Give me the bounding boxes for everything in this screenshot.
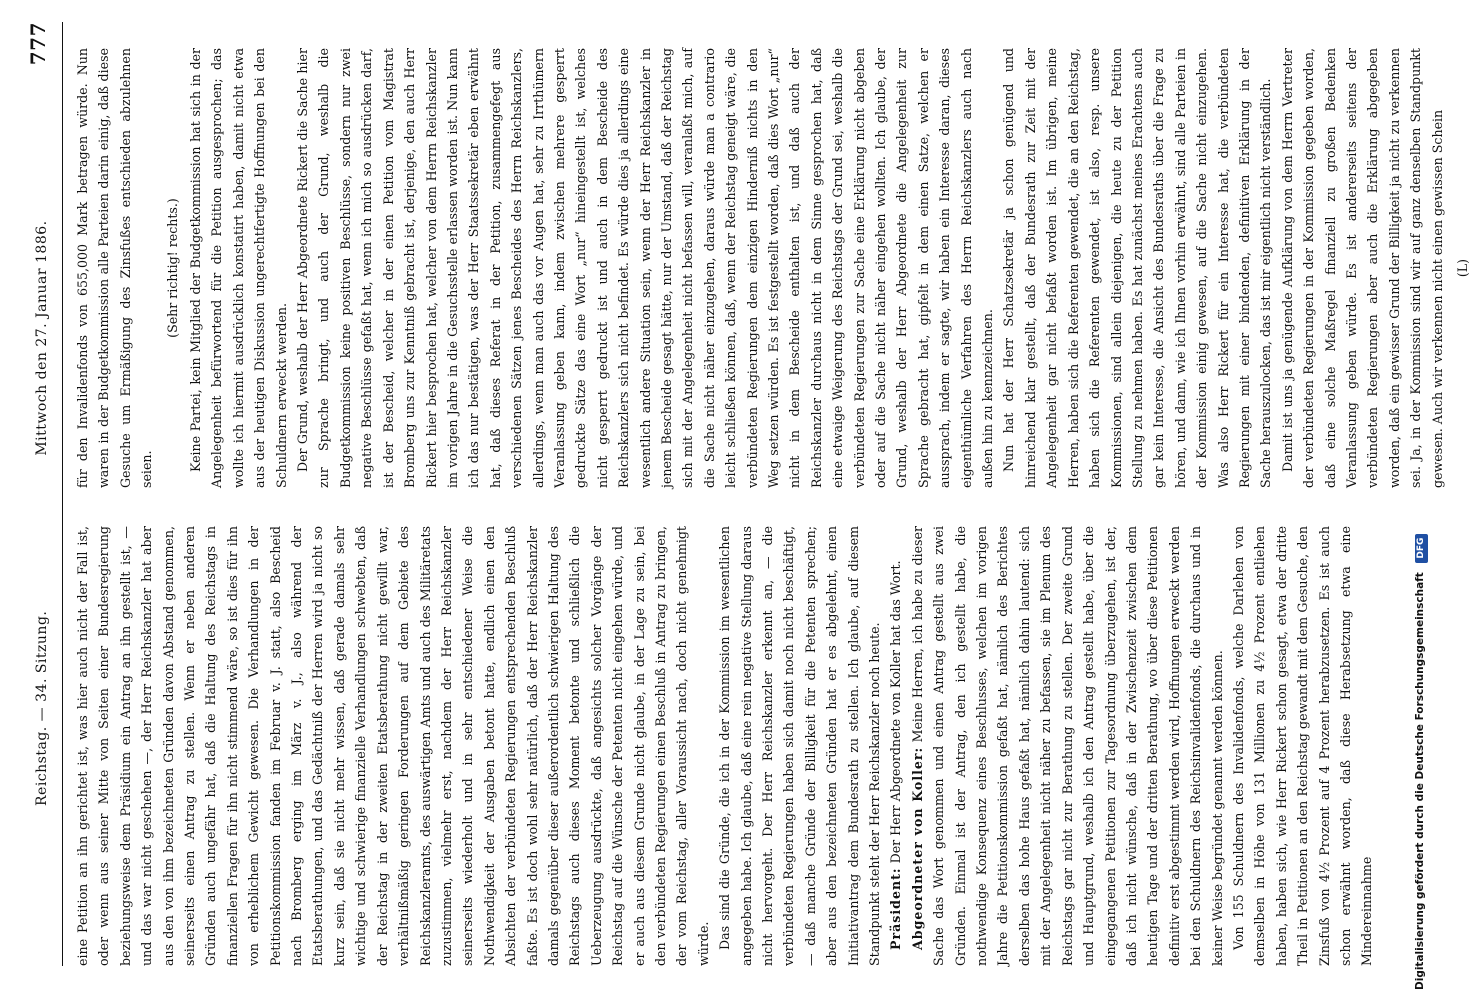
- president-label: Präsident:: [888, 867, 904, 950]
- paragraph: Das sind die Gründe, die ich in der Kommission im wesentlichen angegeben habe. Ich glaube, daß eine rein negative Stellung daraus nicht hervorgeht. Der Herr Reichskanzler erkennt an, — die verbündeten Regierungen haben sich damit noch nicht beschäftigt, — daß manche Gründe der Billigkeit für die Petenten sprechen; aber aus den bezeichneten Gründen hat er es abgelehnt, einen Initiativantrag dem Bundesrath zu stellen. Ich glaube, auf diesem Standpunkt steht der Herr Reichskanzler noch heute.: [717, 526, 883, 966]
- president-paragraph: [885, 526, 906, 966]
- paragraph: Damit ist uns ja genügende Aufklärung von dem Herrn Vertreter der verbündeten Regierungen in der Kommission gegeben worden, daß eine solche Maßregel finanziell zu großen Bedenken Veranlassung geben würde. Es ist andererseits seitens der verbündeten Regierungen aber auch die Erklärung abgegeben worden, daß ein gewisser Grund der Billigkeit ja nicht zu verkennen sei. Ja, in der Kommission sind wir auf ganz denselben Standpunkt gewesen. Auch wir verkennen nicht einen gewissen Schein: [1279, 48, 1445, 488]
- header-date: Mittwoch den 27. Januar 1886.: [34, 220, 50, 456]
- speaker-text: Meine Herren, ich habe zu dieser Sache das Wort genommen und einen Antrag gestellt aus zwei Gründen. Einmal ist der Antrag, den ich gestellt habe, die nothwendige Konsequenz eines Beschlusses, welchen im vorigen Jahre die Petitionskommission gefaßt hat, nämlich des Berichtes derselben das hohe Haus gefaßt hat, nämlich dahin lautend: sich mit der Angelegenheit nicht näher zu befassen, sie im Plenum des Reichstags gar nicht zur Berathung zu stellen. Der zweite Grund und Hauptgrund, weshalb ich den Antrag gestellt habe, über die eingegangenen Petitionen zur Tagesordnung überzugehen, ist der, daß ich nicht wünsche, daß in der Zwischenzeit zwischen dem heutigen Tage und der dritten Berathung, wo über diese Petitionen definitiv erst abgestimmt werden wird, Hoffnungen erweckt werden bei den Schuldnern des Reichsinvalidenfonds, die durchaus und in keiner Weise begründet genannt werden können.: [909, 526, 1225, 966]
- header-rule: [62, 22, 63, 966]
- paragraph: Der Grund, weshalb der Herr Abgeordnete Rickert die Sache hier zur Sprache bringt, und auch der Grund, weshalb die Budgetkommission keine positiven Beschlüsse, sondern nur zwei negative Beschlüsse gefaßt hat, wenn ich mich so ausdrücken darf, ist der Bescheid, welcher in der einen Petition vom Magistrat Bromberg uns zur Kenntniß gebracht ist, derjenige, den auch Herr Rickert hier besprochen hat, welcher von dem Herrn Reichskanzler im vorigen Jahre in die Gesuchsstelle erlassen worden ist. Nun kann ich das nur bestätigen, was der Herr Staatssekretär eben erwähnt hat, daß dieses Referat in der Petition, zusammengefegt aus verschiedenen Sätzen jenes Bescheides des Herrn Reichskanzlers, allerdings, wenn man auch das vor Augen hat, sehr zu Irrthümern Veranlassung geben kann, indem zwischen mehrere gesperrt gedruckte Sätze das eine Wort „nur“ hineingestellt ist, welches nicht gesperrt gedruckt ist und auch in dem Bescheide des Reichskanzlers sich nicht befindet. Es würde dies ja allerdings eine wesentlich andere Situation sein, wenn der Herr Reichskanzler in jenem Bescheide gesagt hätte, nur der Umstand, daß der Reichstag sich mit der Angelegenheit nicht befassen will, veranlaßt mich, auf die Sache nicht näher einzugehen, daraus würde man a contrario leicht schließen können, daß, wenn der Reichstag geneigt wäre, die verbündeten Regierungen dem einzigen Hinderniß nichts in den Weg setzen würden. Es ist festgestellt worden, daß dies Wort „nur“ nicht in dem Bescheide enthalten ist, und daß auch der Reichskanzler durchaus nicht in dem Sinne gesprochen hat, daß eine etwaige Weigerung des Reichstags der Grund sei, weshalb die verbündeten Regierungen zur Sache eine Erklärung nicht abgeben oder auf die Sache nicht näher eingehen wollten. Ich glaube, der Grund, weshalb der Herr Abgeordnete die Angelegenheit zur Sprache gebracht hat, gipfelt in dem einen Satze, welchen er aussprach, indem er sagte, wir haben ein Interesse daran, dieses eigenthümliche Verfahren des Herrn Reichskanzlers auch nach außen hin zu kennzeichnen.: [295, 48, 996, 488]
- paragraph: für den Invalidenfonds von 655,000 Mark betragen würde. Nun waren in der Budgetkommission alle Parteien darin einig, daß diese Gesuche um Ermäßigung des Zinsfußes entschieden abzulehnen seien.: [75, 48, 155, 488]
- interjection: (Sehr richtig! rechts.): [164, 198, 180, 338]
- dfg-logo: DFG: [1415, 534, 1428, 563]
- page-number: 777: [26, 22, 50, 66]
- bottom-marker: (L): [1455, 258, 1470, 278]
- digitization-credit: [1412, 10, 1428, 990]
- paragraph: Nun hat der Herr Schatzsekretär ja schon genügend und hinreichend klar gestellt, daß der Bundesrath zur Zeit mit der Angelegenheit gar nicht befaßt worden ist. Im übrigen, meine Herren, haben sich die Referenten gewendet, die an den Reichstag, haben sich die Referenten gewendet, ist also, resp. unsere Kommissionen, sind allein diejenigen, die heute zu der Petition Stellung zu nehmen haben. Es hat zunächst meines Erachtens auch gar kein Interesse, die Ansicht des Bundesraths über die Frage zu hören, und dann, wie ich Ihnen vorhin erwähnt, sind alle Parteien in der Kommission einig gewesen, auf die Sache nicht einzugehen. Was also Herr Rickert für ein Interesse hat, die verbündeten Regierungen mit einer bindenden, definitiven Erklärung in der Sache herauszulocken, das ist mir eigentlich nicht verständlich.: [1001, 48, 1274, 488]
- text-column-left: [72, 526, 1412, 966]
- speaker-label: Abgeordneter von Koller:: [909, 746, 925, 950]
- paragraph: eine Petition an ihn gerichtet ist, was hier auch nicht der Fall ist, oder wenn aus seiner Mitte von Seiten einer Bundesregierung beziehungsweise dem Präsidium ein Antrag an ihn gestellt ist, — und das war nicht geschehen —, der Herr Reichskanzler hat aber aus den von ihm bezeichneten Gründen davon Abstand genommen, seinerseits einen Antrag zu stellen. Wenn er neben anderen Gründen auch ungefähr hat, daß die Haltung des Reichstags in finanziellen Fragen für ihn nicht stimmend wäre, so ist dies für ihn von erheblichem Gewicht gewesen. Die Verhandlungen in der Petitionskommission fanden im Februar v. J. statt, also Bescheid nach Bromberg erging im März v. J., also während der Etatsberathungen, und das Gedächtniß der Herren wird ja nicht so kurz sein, daß sie nicht mehr wissen, daß gerade damals sehr wichtige und schwierige finanzielle Verhandlungen schwebten, daß der Reichstag in der zweiten Etatsberathung nicht gewillt war, verhältnißmäßig geringen Forderungen auf dem Gebiete des Reichskanzleramts, des auswärtigen Amts und auch des Militäretats zuzustimmen, vielmehr erst, nachdem der Herr Reichskanzler seinerseits wiederholt und in sehr entschiedener Weise die Nothwendigkeit der Ausgaben betont hatte, endlich einen den Absichten der verbündeten Regierungen entsprechenden Beschluß faßte. Es ist doch wohl sehr natürlich, daß der Herr Reichskanzler damals gegenüber dieser außerordentlich schwierigen Haltung des Reichstags auch dieses Moment betonte und schließlich die Ueberzeugung ausdrückte, daß angesichts solcher Vorgänge der Reichstag auf die Wünsche der Petenten nicht eingehen würde, und er auch aus diesem Grunde nicht glaube, in der Lage zu sein, bei den verbündeten Regierungen einen Beschluß in Antrag zu bringen, der vom Reichstag, aller Voraussicht nach, doch nicht genehmigt würde.: [75, 526, 711, 966]
- president-text: Der Herr Abgeordnete von Koller hat das Wort.: [888, 560, 904, 864]
- page-header: [22, 22, 62, 966]
- header-session: [34, 220, 50, 806]
- header-session-text: Reichstag. — 34. Sitzung.: [34, 610, 50, 806]
- speaker-paragraph: [907, 526, 1228, 966]
- text-column-right: [72, 48, 1470, 488]
- credit-line: [1412, 10, 1428, 990]
- paragraph: Von 155 Schuldnern des Invalidenfonds, welche Darlehen von demselben in Höhe von 131 Millionen zu 4½ Prozent entliehen haben, haben sich, wie Herr Rickert schon gesagt, etwa der dritte Theil in Petitionen an den Reichstag gewandt mit dem Gesuche, den Zinsfuß von 4½ Prozent auf 4 Prozent herabzusetzen. Es ist auch schon erwähnt worden, daß diese Herabsetzung etwa eine Mindereinnahme: [1230, 526, 1375, 966]
- paragraph: Keine Partei, kein Mitglied der Budgetkommission hat sich in der Angelegenheit befürwortend für die Petition ausgesprochen; das wollte ich hiermit ausdrücklich konstatirt haben, damit nicht etwa aus der heutigen Diskussion ungerechtfertigte Hoffnungen bei den Schuldnern erweckt werden.: [188, 48, 289, 488]
- credit-text: Digitalisierung gefördert durch die Deutsche Forschungsgemeinschaft: [1414, 572, 1426, 990]
